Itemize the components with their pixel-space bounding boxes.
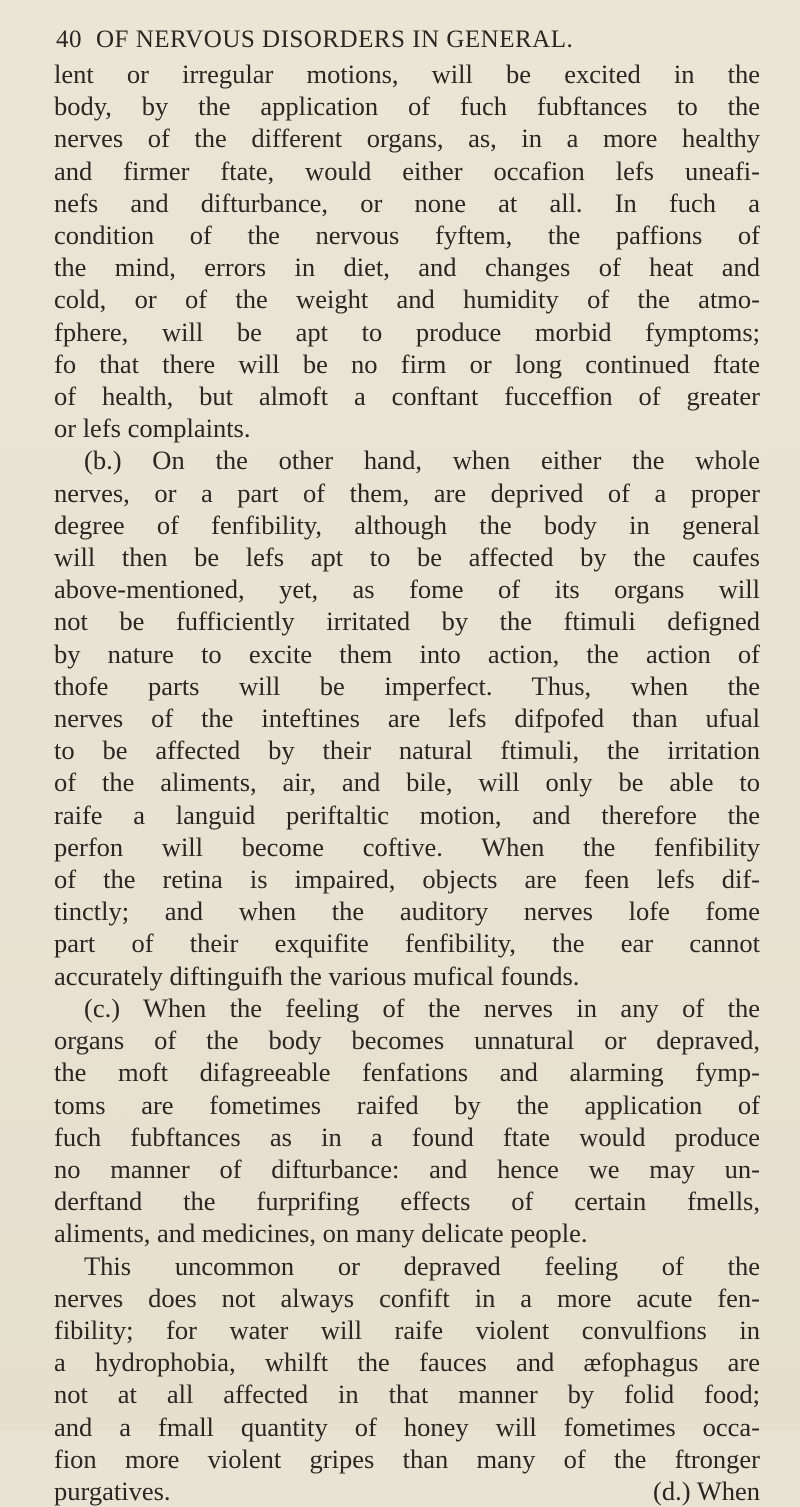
text-line: by nature to excite them into action, the action of (54, 638, 760, 669)
text-line: body, by the application of fuch fubftances to the (54, 91, 760, 122)
text-line: no manner of difturbance: and hence we may un- (54, 1153, 760, 1184)
body-text (54, 58, 760, 1475)
text-line: not be fufficiently irritated by the ftimuli defigned (54, 606, 760, 637)
text-line: nerves of the different organs, as, in a more healthy (54, 123, 760, 154)
text-line: (c.) When the feeling of the nerves in any of the (84, 992, 760, 1023)
text-line: a hydrophobia, whilft the fauces and æfophagus are (54, 1347, 760, 1378)
text-line: nefs and difturbance, or none at all. In fuch a (54, 187, 760, 218)
text-line: fion more violent gripes than many of the ftronger (54, 1443, 760, 1474)
text-line: part of their exquifite fenfibility, the ear cannot (54, 928, 760, 959)
text-line: raife a languid periftaltic motion, and therefore the (54, 799, 760, 830)
text-line: of health, but almoft a conftant fucceffion of greater (54, 381, 760, 412)
text-line: of the aliments, air, and bile, will only be able to (54, 767, 760, 798)
text-line: the moft difagreeable fenfations and alarming fymp- (54, 1057, 760, 1088)
text-line: cold, or of the weight and humidity of the atmo- (54, 284, 760, 315)
text-line: and a fmall quantity of honey will fometimes occa- (54, 1411, 760, 1442)
text-line: nerves, or a part of them, are deprived of a proper (54, 477, 760, 508)
text-line: condition of the nervous fyftem, the paffions of (54, 220, 760, 251)
running-head: OF NERVOUS DISORDERS IN GENERAL. (96, 26, 574, 53)
text-line: tinctly; and when the auditory nerves lofe fome (54, 896, 760, 927)
text-line: to be affected by their natural ftimuli, the irritation (54, 735, 760, 766)
text-line: aliments, and medicines, on many delicate people. (54, 1218, 588, 1249)
text-line: accurately diftinguifh the various mufical founds. (54, 960, 580, 991)
text-line: perfon will become coftive. When the fenfibility (54, 831, 760, 862)
text-line: or lefs complaints. (54, 413, 251, 444)
page-header (54, 26, 760, 54)
text-line: derftand the furprifing effects of certain fmells, (54, 1186, 760, 1217)
catchline (54, 1475, 760, 1507)
text-line: This uncommon or depraved feeling of the (84, 1250, 760, 1281)
text-line: lent or irregular motions, will be excited in the (54, 59, 760, 89)
text-line: thofe parts will be imperfect. Thus, when the (54, 670, 760, 701)
text-line: fphere, will be apt to produce morbid fymptoms; (54, 316, 760, 347)
text-line: (b.) On the other hand, when either the whole (84, 445, 760, 476)
text-line: above-mentioned, yet, as fome of its organs will (54, 574, 760, 605)
text-line: not at all affected in that manner by folid food; (54, 1379, 760, 1410)
text-line: and firmer ftate, would either occafion lefs uneafi- (54, 155, 760, 186)
text-line: the mind, errors in diet, and changes of heat and (54, 252, 760, 283)
text-line: of the retina is impaired, objects are feen lefs dif- (54, 864, 760, 895)
text-line: fibility; for water will raife violent convulfions in (54, 1314, 760, 1345)
text-line: fuch fubftances as in a found ftate would produce (54, 1121, 760, 1152)
text-line: organs of the body becomes unnatural or depraved, (54, 1025, 760, 1056)
text-line: will then be lefs apt to be affected by the caufes (54, 542, 760, 573)
catchword: (d.) When (653, 1475, 760, 1506)
text-line: nerves of the inteftines are lefs difpofed than ufual (54, 703, 760, 734)
text-line: nerves does not always confift in a more acute fen- (54, 1282, 760, 1313)
text-line: fo that there will be no firm or long continued ftate (54, 348, 760, 379)
text-line: degree of fenfibility, although the body in general (54, 509, 760, 540)
page-number: 40 (56, 26, 82, 53)
text-line: toms are fometimes raifed by the application of (54, 1089, 760, 1120)
catchline-left: purgatives. (54, 1475, 171, 1506)
